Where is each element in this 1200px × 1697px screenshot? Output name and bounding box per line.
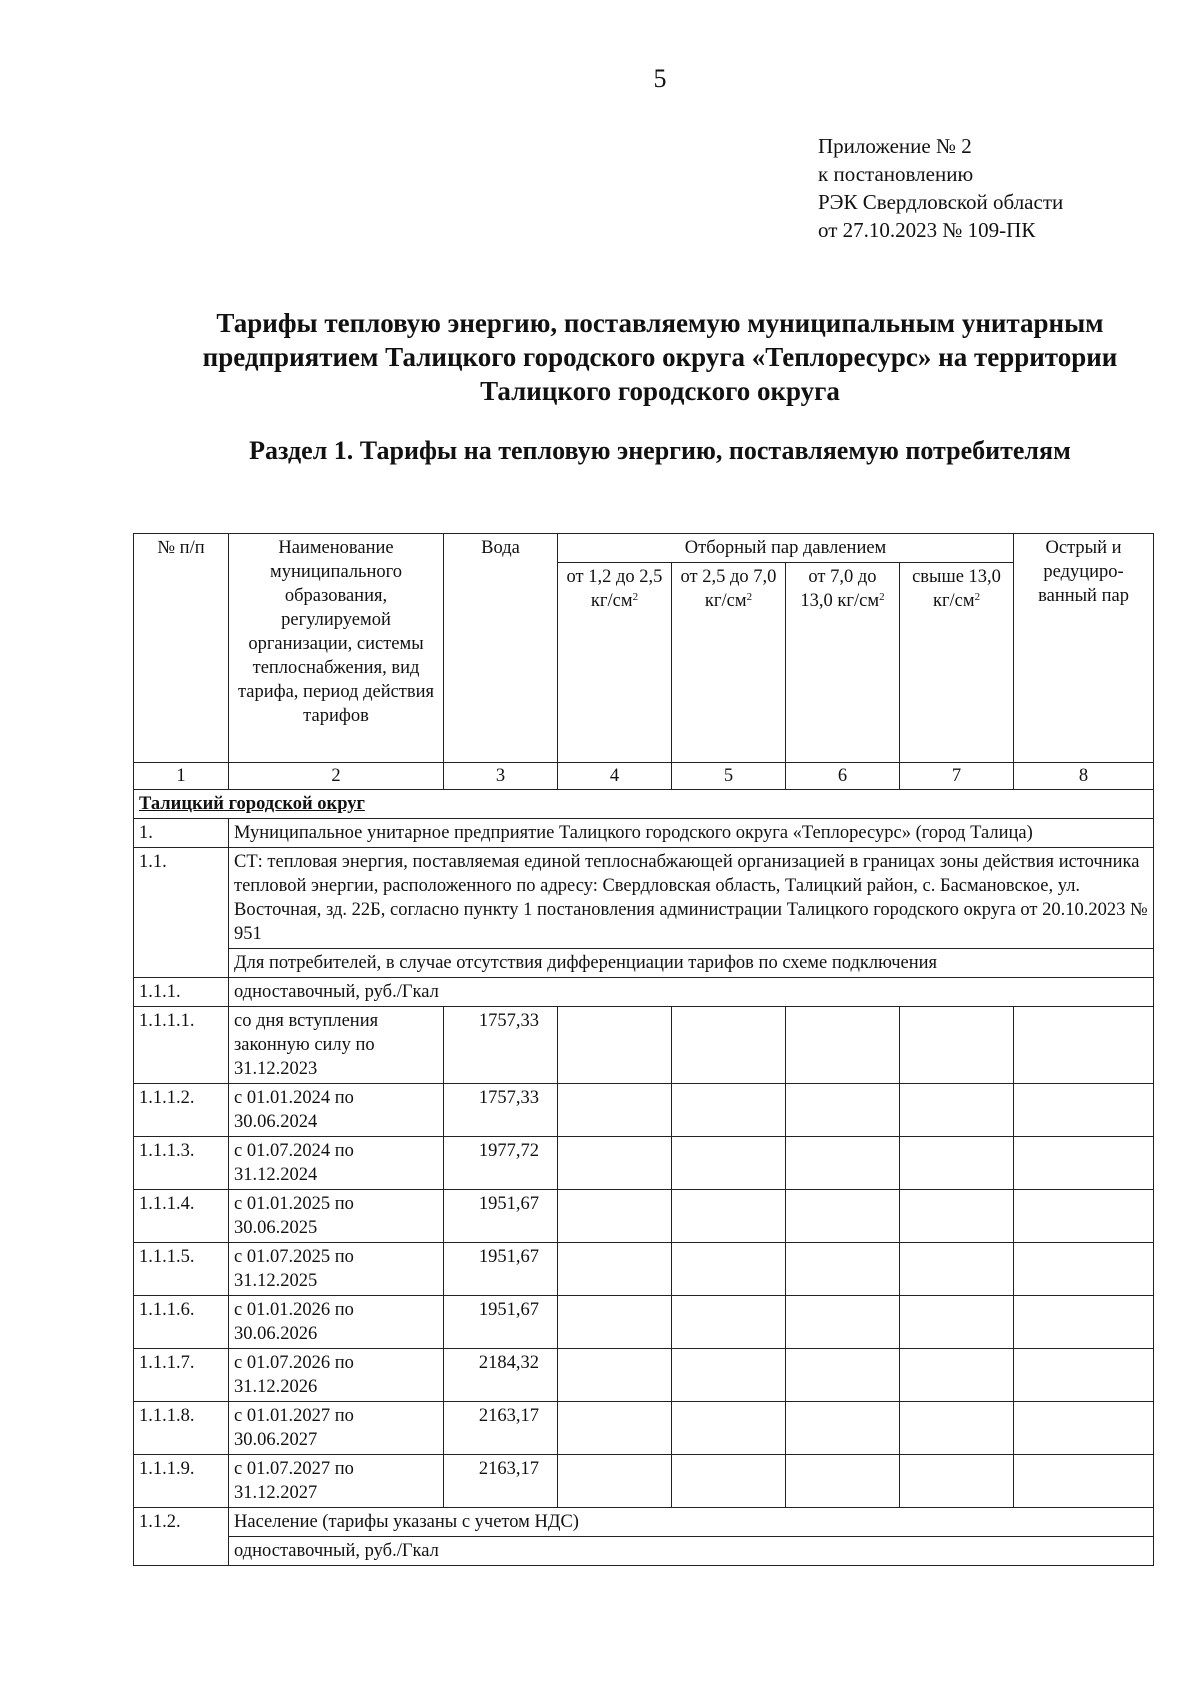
consumers-note: Для потребителей, в случае отсутствия дифференциации тарифов по схеме подключения [229,949,1154,978]
empty-cell [558,1349,672,1402]
tariff-row [134,1455,1154,1508]
superscript: 2 [632,591,639,603]
appendix-reference [818,132,1063,244]
row-period: со дня вступления законную силу по 31.12.2023 [229,1007,444,1084]
row-period: с 01.07.2027 по 31.12.2027 [229,1455,444,1508]
empty-cell [672,1243,786,1296]
empty-cell [900,1007,1014,1084]
empty-cell [672,1455,786,1508]
row-water-value: 1951,67 [444,1190,558,1243]
appendix-line: к постановлению [818,162,974,186]
population-label: Население (тарифы указаны с учетом НДС) [229,1508,1154,1537]
row-period: с 01.01.2024 по 30.06.2024 [229,1084,444,1137]
row-water-value: 1757,33 [444,1007,558,1084]
population-tariff-type: одноставочный, руб./Гкал [229,1537,1154,1566]
row-water-value: 1757,33 [444,1084,558,1137]
superscript: 2 [879,591,885,603]
empty-cell [672,1084,786,1137]
tariff-row [134,1007,1154,1084]
empty-cell [672,1137,786,1190]
row-water-value: 2163,17 [444,1402,558,1455]
empty-cell [900,1137,1014,1190]
empty-cell [672,1296,786,1349]
header-steam-group: Отборный пар давлением [558,534,1014,563]
header-water: Вода [444,534,558,763]
tariff-row [134,1349,1154,1402]
column-number: 6 [786,763,900,790]
tariff-type: одноставочный, руб./Гкал [229,978,1154,1007]
row-num: 1.1.1.4. [134,1190,229,1243]
header-pressure-label: от 1,2 до 2,5 кг/см [566,567,663,611]
empty-cell [900,1455,1014,1508]
population-num: 1.1.2. [134,1508,229,1566]
tariff-row [134,1243,1154,1296]
superscript: 2 [974,591,981,603]
system-description: СТ: тепловая энергия, поставляемая единой теплоснабжающей организацией в границах зоны действия источника тепловой энергии, расположенного по адресу: Свердловская область, Талицкий район, с. Басмановское, ул. Восточная, зд. 22Б, согласно пункту 1 постановления администрации Талицкого городского округа от 20.10.2023 № 951 [229,848,1154,949]
header-pressure-label: свыше 13,0 кг/см [912,567,1001,611]
row-num: 1.1.1.9. [134,1455,229,1508]
empty-cell [558,1084,672,1137]
empty-cell [900,1402,1014,1455]
empty-cell [786,1349,900,1402]
row-num: 1.1.1.8. [134,1402,229,1455]
row-water-value: 1951,67 [444,1296,558,1349]
empty-cell [672,1349,786,1402]
column-number: 3 [444,763,558,790]
empty-cell [900,1243,1014,1296]
row-water-value: 2163,17 [444,1455,558,1508]
column-number: 4 [558,763,672,790]
empty-cell [558,1007,672,1084]
row-num: 1.1.1.5. [134,1243,229,1296]
empty-cell [786,1402,900,1455]
tariff-table [133,533,1154,1566]
document-title: Тарифы тепловую энергию, поставляемую муниципальным унитарным предприятием Талицкого городского округа «Теплоресурс» на территории Талицкого городского округа [202,308,1118,406]
column-number: 8 [1014,763,1154,790]
empty-cell [1014,1137,1154,1190]
appendix-line: Приложение № 2 [818,134,972,158]
header-num: № п/п [134,534,229,763]
row-num: 1.1.1.1. [134,1007,229,1084]
header-pressure-1 [558,563,672,763]
row-num: 1.1.1.3. [134,1137,229,1190]
empty-cell [672,1402,786,1455]
column-number: 7 [900,763,1014,790]
tariff-row [134,1190,1154,1243]
empty-cell [786,1137,900,1190]
empty-cell [786,1455,900,1508]
empty-cell [1014,1007,1154,1084]
empty-cell [900,1084,1014,1137]
empty-cell [1014,1243,1154,1296]
row-period: с 01.07.2024 по 31.12.2024 [229,1137,444,1190]
header-pressure-label: от 7,0 до 13,0 кг/см [800,567,880,611]
superscript: 2 [746,591,753,603]
row-water-value: 1977,72 [444,1137,558,1190]
header-pressure-label: от 2,5 до 7,0 кг/см [680,567,777,611]
empty-cell [900,1190,1014,1243]
empty-cell [786,1007,900,1084]
empty-cell [900,1296,1014,1349]
row-num: 1.1.1.2. [134,1084,229,1137]
empty-cell [786,1084,900,1137]
header-pressure-3 [786,563,900,763]
empty-cell [1014,1402,1154,1455]
tariff-type-num: 1.1.1. [134,978,229,1007]
empty-cell [672,1190,786,1243]
empty-cell [1014,1296,1154,1349]
column-number: 1 [134,763,229,790]
row-water-value: 1951,67 [444,1243,558,1296]
empty-cell [672,1007,786,1084]
tariff-row [134,1084,1154,1137]
row-period: с 01.01.2026 по 30.06.2026 [229,1296,444,1349]
region-name: Талицкий городской округ [134,790,1154,819]
empty-cell [786,1243,900,1296]
empty-cell [1014,1349,1154,1402]
org-name: Муниципальное унитарное предприятие Талицкого городского округа «Теплоресурс» (город Талица) [229,819,1154,848]
empty-cell [786,1190,900,1243]
row-period: с 01.07.2026 по 31.12.2026 [229,1349,444,1402]
org-num: 1. [134,819,229,848]
page-number: 5 [653,64,667,93]
empty-cell [558,1137,672,1190]
column-number: 5 [672,763,786,790]
empty-cell [558,1455,672,1508]
tariff-row [134,1296,1154,1349]
empty-cell [558,1243,672,1296]
header-pressure-4 [900,563,1014,763]
system-num: 1.1. [134,848,229,978]
tariff-row [134,1137,1154,1190]
row-period: с 01.01.2027 по 30.06.2027 [229,1402,444,1455]
row-period: с 01.01.2025 по 30.06.2025 [229,1190,444,1243]
tariff-row [134,1402,1154,1455]
empty-cell [786,1296,900,1349]
empty-cell [900,1349,1014,1402]
header-sharp-steam: Острый и редуциро-ванный пар [1014,534,1154,763]
section-heading: Раздел 1. Тарифы на тепловую энергию, поставляемую потребителям [249,436,1071,465]
empty-cell [1014,1190,1154,1243]
row-water-value: 2184,32 [444,1349,558,1402]
row-num: 1.1.1.7. [134,1349,229,1402]
column-number: 2 [229,763,444,790]
empty-cell [558,1296,672,1349]
column-number-row [134,763,1154,790]
empty-cell [558,1402,672,1455]
row-period: с 01.07.2025 по 31.12.2025 [229,1243,444,1296]
empty-cell [1014,1455,1154,1508]
appendix-line: от 27.10.2023 № 109-ПК [818,218,1036,242]
header-pressure-2 [672,563,786,763]
row-num: 1.1.1.6. [134,1296,229,1349]
empty-cell [1014,1084,1154,1137]
empty-cell [558,1190,672,1243]
appendix-line: РЭК Свердловской области [818,190,1064,214]
header-name: Наименование муниципального образования, регулируемой организации, системы теплоснабжения, вид тарифа, период действия тарифов [229,534,444,763]
